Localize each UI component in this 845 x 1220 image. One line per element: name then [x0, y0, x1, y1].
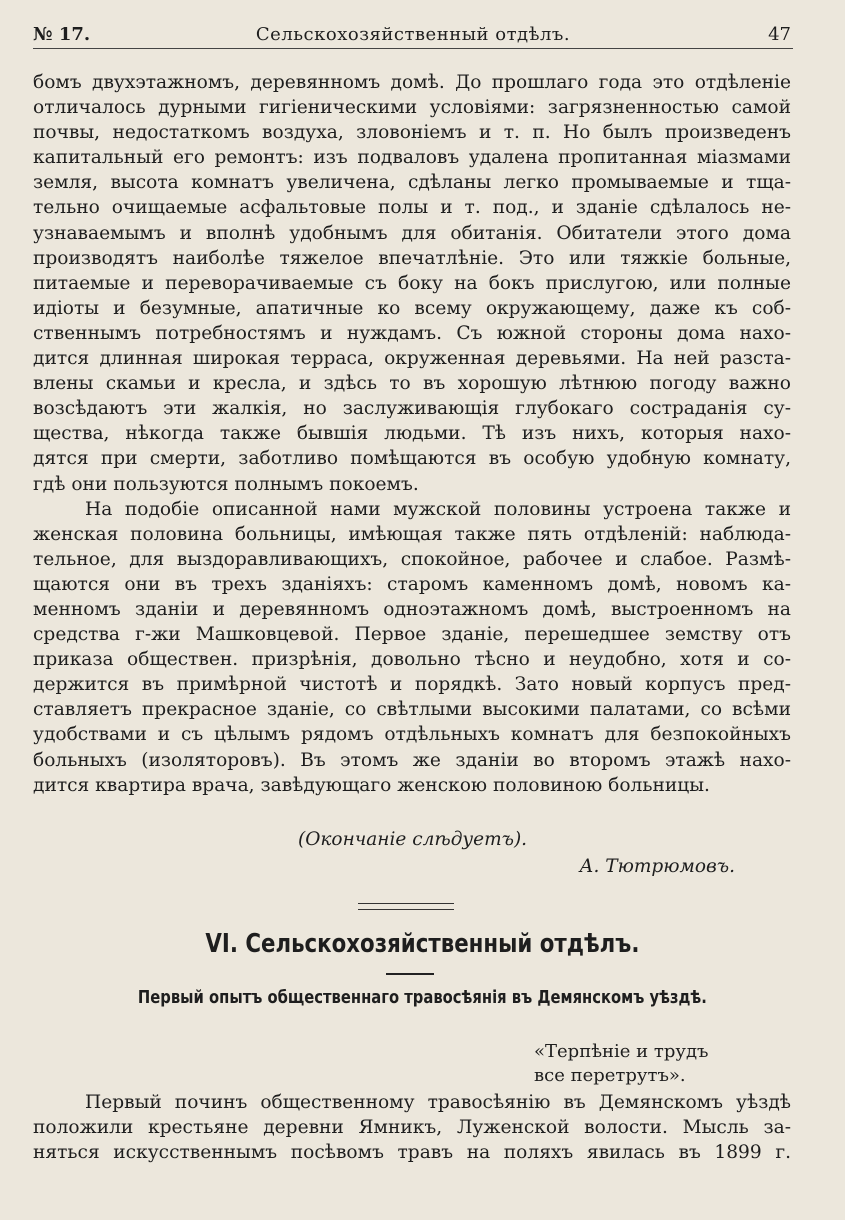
text-line: влены скамьи и кресла, и здѣсь то въ хорошую лѣтнюю погоду важно	[33, 373, 791, 395]
text-line: капитальный его ремонтъ: изъ подваловъ удалена пропитанная міазмами	[33, 147, 791, 169]
text-line: удобствами и съ цѣлымъ рядомъ отдѣльныхъ комнатъ для безпокойныхъ	[33, 724, 791, 746]
text-line: щества, нѣкогда также бывшія людьми. Тѣ изъ нихъ, которыя нахо-	[33, 423, 791, 445]
section-divider	[358, 903, 454, 910]
text-line: тельно очищаемые асфальтовые полы и т. под., и зданіе сдѣлалось не-	[33, 197, 791, 219]
section-title: VI. Сельскохозяйственный отдѣлъ.	[205, 929, 640, 959]
text-line: няться искусственнымъ посѣвомъ травъ на поляхъ явилась въ 1899 г.	[33, 1142, 791, 1164]
text-line: положили крестьяне деревни Ямникъ, Луженской волости. Мысль за-	[33, 1117, 791, 1139]
article-body	[33, 70, 791, 798]
text-line: ственнымъ потребностямъ и нуждамъ. Съ южной стороны дома нахо-	[33, 322, 791, 344]
text-line: ставляетъ прекрасное зданіе, со свѣтлыми высокими палатами, со всѣми	[33, 699, 791, 721]
text-line: земля, высота комнатъ увеличена, сдѣланы легко промываемые и тща-	[33, 172, 791, 194]
text-line: возсѣдаютъ эти жалкія, но заслуживающія глубокаго состраданія су-	[33, 398, 791, 420]
text-line: почвы, недостаткомъ воздуха, зловоніемъ и т. п. Но былъ произведенъ	[33, 122, 791, 144]
epigraph	[534, 1040, 709, 1088]
text-line: идіоты и безумные, апатичные ко всему окружающему, даже къ соб-	[33, 297, 791, 319]
text-line: дится длинная широкая терраса, окруженная деревьями. На ней разста-	[33, 348, 791, 370]
title-rule	[386, 973, 434, 975]
paragraph-2	[33, 497, 791, 798]
continued-note: (Окончаніе слѣдуетъ).	[298, 829, 528, 850]
text-line: средства г-жи Машковцевой. Первое зданіе, перешедшее земству отъ	[33, 624, 791, 646]
page-number: 47	[768, 24, 791, 45]
text-line: гдѣ они пользуются полнымъ покоемъ.	[33, 473, 419, 495]
epigraph-line: все перетрутъ».	[534, 1065, 686, 1086]
author-signature: А. Тютрюмовъ.	[579, 856, 735, 877]
running-header	[33, 22, 793, 49]
article-body-2	[33, 1090, 791, 1165]
text-line: производятъ наиболѣе тяжелое впечатлѣніе. Это или тяжкіе больные,	[33, 247, 791, 269]
article-subtitle: Первый опытъ общественнаго травосѣянія въ Демянскомъ уѣздѣ.	[137, 987, 707, 1008]
text-line: женская половина больницы, имѣющая также пять отдѣленій: наблюда-	[33, 523, 791, 545]
text-line: отличалось дурными гигіеническими условіями: загрязненностью самой	[33, 97, 791, 119]
text-line: менномъ зданіи и деревянномъ одноэтажномъ домѣ, выстроенномъ на	[33, 598, 791, 620]
text-line: дятся при смерти, заботливо помѣщаются въ особую удобную комнату,	[33, 448, 791, 470]
text-line: питаемые и переворачиваемые съ боку на бокъ прислугою, или полные	[33, 272, 791, 294]
text-line: тельное, для выздоравливающихъ, спокойное, рабочее и слабое. Размѣ-	[33, 548, 791, 570]
issue-number: № 17.	[33, 24, 91, 45]
text-line: держится въ примѣрной чистотѣ и порядкѣ. Зато новый корпусъ пред-	[33, 674, 791, 696]
epigraph-line: «Терпѣніе и трудъ	[534, 1041, 709, 1062]
text-line: щаются они въ трехъ зданіяхъ: старомъ каменномъ домѣ, новомъ ка-	[33, 573, 791, 595]
header-title: Сельскохозяйственный отдѣлъ.	[255, 24, 571, 45]
text-line: узнаваемымъ и вполнѣ удобнымъ для обитанія. Обитатели этого дома	[33, 222, 791, 244]
text-line: дится квартира врача, завѣдующаго женскою половиною больницы.	[33, 774, 710, 796]
paragraph-1	[33, 70, 791, 497]
text-line: Первый починъ общественному травосѣянію въ Демянскомъ уѣздѣ	[85, 1092, 791, 1113]
text-line: бомъ двухэтажномъ, деревянномъ домѣ. До прошлаго года это отдѣленіе	[33, 72, 791, 93]
text-line: больныхъ (изоляторовъ). Въ этомъ же зданіи во второмъ этажѣ нахо-	[33, 749, 791, 771]
text-line: На подобіе описанной нами мужской половины устроена также и	[85, 498, 791, 520]
text-line: приказа обществен. призрѣнія, довольно тѣсно и неудобно, хотя и со-	[33, 649, 791, 671]
